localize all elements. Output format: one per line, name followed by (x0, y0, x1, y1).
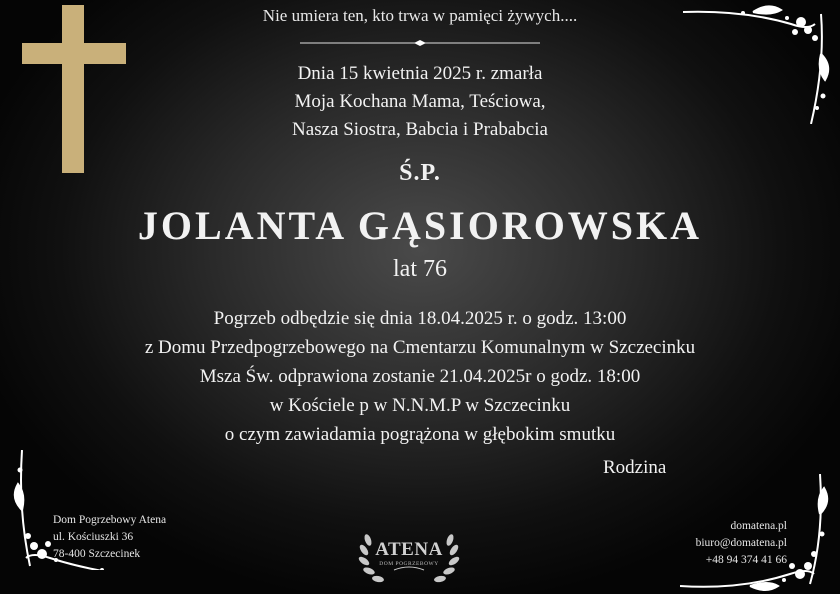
intro-line-3: Nasza Siostra, Babcia i Prababcia (292, 119, 548, 140)
phone: +48 94 374 41 66 (705, 554, 787, 566)
detail-line-3: Msza Św. odprawiona zostanie 21.04.2025r o godz. 18:00 (199, 366, 641, 387)
intro-line-1: Dnia 15 kwietnia 2025 r. zmarła (297, 63, 543, 84)
company-address (53, 512, 166, 563)
detail-line-2: z Domu Przedpogrzebowego na Cmentarzu Komunalnym w Szczecinku (144, 337, 696, 358)
website: domatena.pl (730, 520, 787, 532)
logo-name: ATENA (375, 539, 443, 560)
email: biuro@domatena.pl (695, 537, 787, 549)
deceased-name: JOLANTA GĄSIOROWSKA (137, 203, 703, 248)
detail-line-1: Pogrzeb odbędzie się dnia 18.04.2025 r. o godz. 13:00 (213, 308, 627, 329)
company-logo (354, 530, 464, 590)
intro-line-2: Moja Kochana Mama, Teściowa, (294, 91, 546, 112)
signature: Rodzina (603, 457, 667, 478)
motto: Nie umiera ten, kto trwa w pamięci żywych.... (262, 6, 578, 25)
company-contact (696, 518, 787, 569)
logo-subtitle: DOM POGRZEBOWY (379, 561, 439, 567)
detail-line-4: w Kościele p w N.N.M.P w Szczecinku (269, 395, 571, 416)
postal-city: 78-400 Szczecinek (53, 548, 141, 560)
company-name: Dom Pogrzebowy Atena (53, 514, 167, 526)
age: lat 76 (393, 256, 447, 282)
name-prefix: Ś.P. (399, 160, 441, 186)
street-address: ul. Kościuszki 36 (53, 531, 134, 543)
divider-ornament (300, 40, 540, 46)
detail-line-5: o czym zawiadamia pogrążona w głębokim smutku (224, 424, 616, 445)
